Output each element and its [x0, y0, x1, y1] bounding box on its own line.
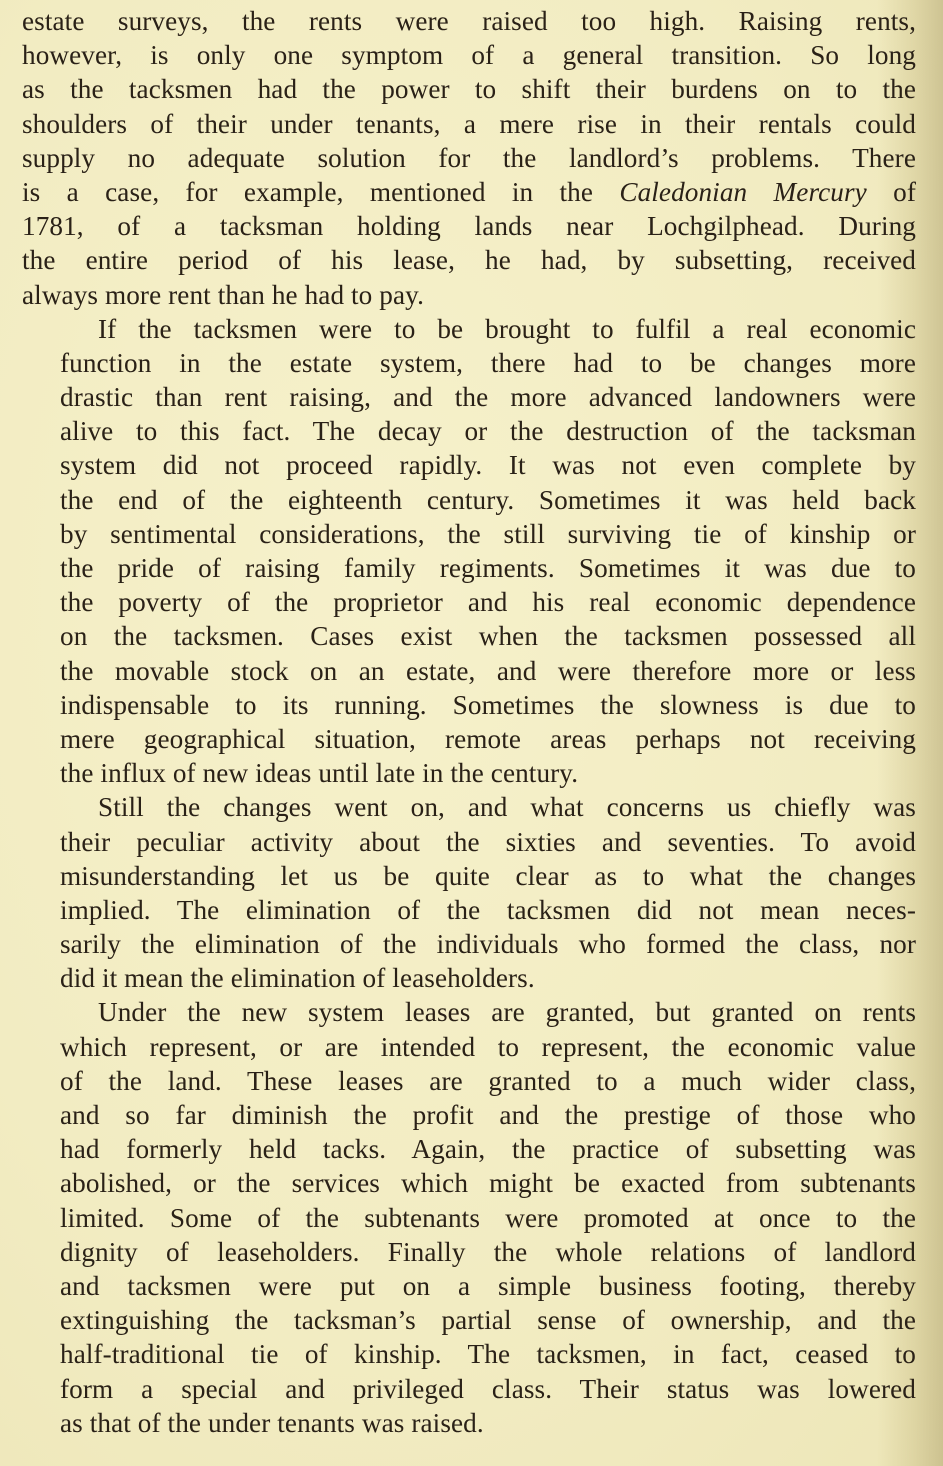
text-line: had formerly held tacks. Again, the practice of subsetting was — [60, 1134, 916, 1165]
text-line: always more rent than he had to pay. — [22, 279, 424, 310]
text-line: misunderstanding let us be quite clear as to what the changes — [60, 860, 916, 891]
text-line: supply no adequate solution for the landlord’s problems. There — [22, 142, 916, 173]
text-line: 1781, of a tacksman holding lands near Lochgilphead. During — [22, 211, 916, 242]
text-line: as the tacksmen had the power to shift their burdens on to the — [22, 74, 916, 105]
text-line: half-traditional tie of kinship. The tacksmen, in fact, ceased to — [60, 1339, 916, 1370]
text-line: abolished, or the services which might be exacted from subtenants — [60, 1168, 916, 1199]
text-line: implied. The elimination of the tacksmen did not mean neces- — [60, 894, 916, 925]
text-line: on the tacksmen. Cases exist when the tacksmen possessed all — [60, 621, 916, 652]
text-line: which represent, or are intended to represent, the economic value — [60, 1031, 916, 1062]
italic-title: Caledonian Mercury — [619, 176, 867, 207]
text-line: shoulders of their under tenants, a mere rise in their rentals could — [22, 108, 916, 139]
paragraph — [22, 4, 916, 312]
text-line: by sentimental considerations, the still surviving tie of kinship or — [60, 518, 916, 549]
text-line: alive to this fact. The decay or the destruction of the tacksman — [60, 416, 916, 447]
text-line: the pride of raising family regiments. Sometimes it was due to — [60, 553, 916, 583]
text-line: the poverty of the proprietor and his real economic dependence — [60, 587, 916, 618]
text-line: as that of the under tenants was raised. — [60, 1407, 484, 1438]
text-line: If the tacksmen were to be brought to fulfil a real economic — [98, 313, 916, 344]
text-line: sarily the elimination of the individuals who formed the class, nor — [60, 929, 916, 960]
paragraph — [22, 995, 916, 1439]
text-line: the movable stock on an estate, and were therefore more or less — [60, 655, 916, 686]
text-line: and tacksmen were put on a simple business footing, thereby — [60, 1270, 916, 1301]
paragraph — [22, 790, 916, 995]
text-line: and so far diminish the profit and the prestige of those who — [60, 1100, 916, 1130]
text-line: did it mean the elimination of leaseholders. — [60, 963, 535, 994]
text-line: extinguishing the tacksman’s partial sense of ownership, and the — [60, 1305, 916, 1336]
body-text — [22, 4, 916, 1440]
text-line: their peculiar activity about the sixties and seventies. To avoid — [60, 826, 916, 857]
text-line: system did not proceed rapidly. It was not even complete by — [60, 450, 916, 481]
text-line: mere geographical situation, remote areas perhaps not receiving — [60, 723, 916, 754]
text-line: of the land. These leases are granted to a much wider class, — [60, 1065, 916, 1096]
text-line: the end of the eighteenth century. Sometimes it was held back — [60, 484, 916, 515]
text-line: however, is only one symptom of a general transition. So long — [22, 40, 916, 71]
paragraph — [22, 312, 916, 791]
text-line: dignity of leaseholders. Finally the whole relations of landlord — [60, 1236, 916, 1267]
text-line: drastic than rent raising, and the more advanced landowners were — [60, 382, 916, 413]
text-line: Still the changes went on, and what concerns us chiefly was — [98, 792, 916, 823]
text-line: Under the new system leases are granted, but granted on rents — [98, 997, 916, 1028]
text-line: form a special and privileged class. Their status was lowered — [60, 1373, 916, 1404]
text-line: indispensable to its running. Sometimes the slowness is due to — [60, 689, 916, 720]
text-line: is a case, for example, mentioned in the Caledonian Mercury of — [22, 176, 916, 207]
text-line: estate surveys, the rents were raised too high. Raising rents, — [22, 6, 916, 36]
text-line: the entire period of his lease, he had, by subsetting, received — [22, 245, 916, 276]
text-line: function in the estate system, there had to be changes more — [60, 347, 916, 378]
text-line: the influx of new ideas until late in the century. — [60, 758, 579, 789]
text-line: limited. Some of the subtenants were promoted at once to the — [60, 1202, 916, 1233]
